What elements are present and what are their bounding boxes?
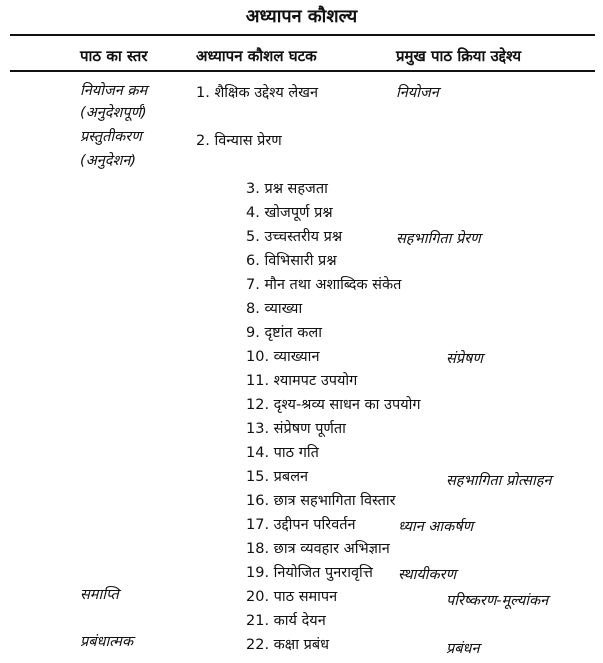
skill-item: 20. पाठ समापन xyxy=(246,589,338,605)
header-lesson-level: पाठ का स्तर xyxy=(80,47,148,65)
objective-item: प्रबंधन xyxy=(446,641,480,657)
skill-item: 21. कार्य देयन xyxy=(246,613,326,629)
skill-item: 2. विन्यास प्रेरण xyxy=(196,133,282,149)
header-teaching-skill: अध्यापन कौशल घटक xyxy=(196,47,317,65)
level-label: नियोजन क्रम xyxy=(80,83,148,99)
skill-item: 7. मौन तथा अशाब्दिक संकेत xyxy=(246,277,402,293)
header-rule xyxy=(10,70,595,72)
skill-item: 12. दृश्य-श्रव्य साधन का उपयोग xyxy=(246,397,421,413)
skill-item: 15. प्रबलन xyxy=(246,469,309,485)
skill-item: 11. श्यामपट उपयोग xyxy=(246,373,358,389)
level-label: समाप्ति xyxy=(80,587,119,603)
skill-item: 14. पाठ गति xyxy=(246,445,319,461)
skill-item: 19. नियोजित पुनरावृत्ति xyxy=(246,565,373,581)
objective-item: सहभागिता प्रोत्साहन xyxy=(446,473,552,489)
level-label: प्रबंधात्मक xyxy=(80,634,134,650)
objective-item: नियोजन xyxy=(396,85,439,101)
skill-item: 3. प्रश्न सहजता xyxy=(246,181,328,197)
skill-item: 10. व्याख्यान xyxy=(246,349,320,365)
skill-item: 8. व्याख्या xyxy=(246,301,303,317)
skill-item: 1. शैक्षिक उद्देश्य लेखन xyxy=(196,85,319,101)
level-sublabel: (अनुदेशपूर्ण) xyxy=(80,105,147,121)
objective-item: परिष्करण-मूल्यांकन xyxy=(446,593,549,609)
skill-item: 18. छात्र व्यवहार अभिज्ञान xyxy=(246,541,390,557)
skill-item: 6. विभिसारी प्रश्न xyxy=(246,253,337,269)
level-sublabel: (अनुदेशन) xyxy=(80,153,137,169)
skill-item: 16. छात्र सहभागिता विस्तार xyxy=(246,493,396,509)
top-rule xyxy=(10,34,595,36)
skill-item: 17. उद्दीपन परिवर्तन xyxy=(246,517,356,533)
skill-item: 22. कक्षा प्रबंध xyxy=(246,637,330,653)
objective-item: स्थायीकरण xyxy=(398,567,457,583)
objective-item: संप्रेषण xyxy=(446,351,483,367)
skill-item: 13. संप्रेषण पूर्णता xyxy=(246,421,346,437)
skill-item: 9. दृष्टांत कला xyxy=(246,325,322,341)
objective-item: सहभागिता प्रेरण xyxy=(396,231,481,247)
skill-item: 4. खोजपूर्ण प्रश्न xyxy=(246,205,333,221)
page-title: अध्यापन कौशल्य xyxy=(245,6,358,27)
skill-item: 5. उच्चस्तरीय प्रश्न xyxy=(246,229,343,245)
level-label: प्रस्तुतीकरण xyxy=(80,129,142,145)
objective-item: ध्यान आकर्षण xyxy=(398,519,474,535)
header-objective: प्रमुख पाठ क्रिया उद्देश्य xyxy=(396,47,522,65)
